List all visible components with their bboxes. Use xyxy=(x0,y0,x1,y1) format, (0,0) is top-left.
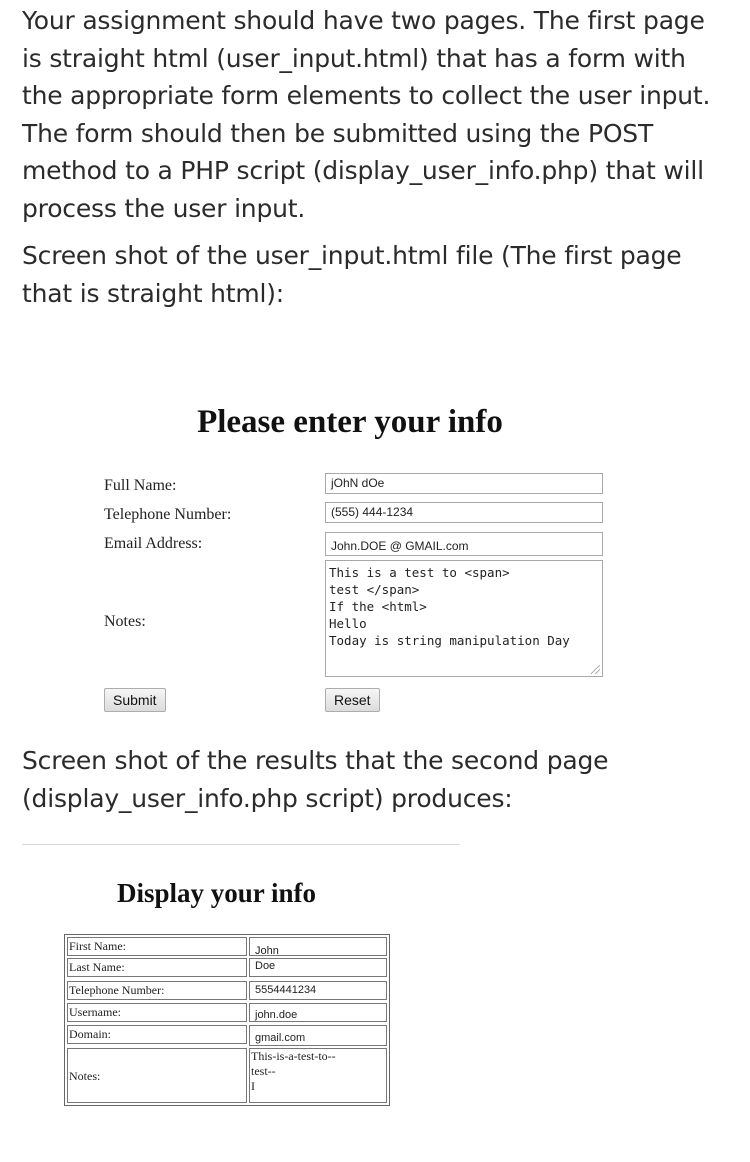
notes-line: Hello xyxy=(329,616,367,631)
last-name-label: Last Name: xyxy=(67,958,247,977)
submit-button[interactable]: Submit xyxy=(104,688,166,712)
display-table xyxy=(64,934,390,1106)
notes-value-line: This-is-a-test-to-- xyxy=(251,1049,336,1063)
email-label: Email Address: xyxy=(104,535,203,552)
assignment-paragraph: Your assignment should have two pages. The first page is straight html (user_input.html) that has a form with the appropriate form elements to collect the user input. The form should then be submitted using the POST method to a PHP script (display_user_info.php) that will process the user input. xyxy=(22,6,711,223)
notes-line: test </span> xyxy=(329,582,420,597)
instructions-text xyxy=(22,2,722,312)
first-name-label: First Name: xyxy=(67,937,247,956)
screenshot2-caption xyxy=(22,742,722,818)
full-name-label: Full Name: xyxy=(104,477,177,494)
notes-value-line: test-- xyxy=(251,1064,276,1078)
telephone-field[interactable]: (555) 444-1234 xyxy=(325,502,603,523)
screenshot1-caption: Screen shot of the user_input.html file (The first page that is straight html): xyxy=(22,241,682,308)
username-value: john.doe xyxy=(249,1003,387,1022)
first-name-value: John xyxy=(249,937,387,956)
telephone-value: 5554441234 xyxy=(249,981,387,1000)
notes-line: If the <html> xyxy=(329,599,427,614)
notes-textarea[interactable] xyxy=(325,560,603,677)
notes-label: Notes: xyxy=(67,1048,247,1103)
notes-value-line: I xyxy=(251,1079,255,1093)
notes-label: Notes: xyxy=(104,613,146,630)
notes-line: This is a test to <span> xyxy=(329,565,510,580)
telephone-label: Telephone Number: xyxy=(67,981,247,1000)
notes-value xyxy=(249,1048,387,1103)
display-heading: Display your info xyxy=(117,878,317,908)
last-name-value: Doe xyxy=(249,958,387,977)
username-label: Username: xyxy=(67,1003,247,1022)
screenshot2-caption-text: Screen shot of the results that the second page (display_user_info.php script) produces: xyxy=(22,746,609,813)
domain-label: Domain: xyxy=(67,1025,247,1044)
form-heading: Please enter your info xyxy=(197,404,503,440)
user-input-screenshot xyxy=(0,360,750,720)
resize-grip-icon[interactable] xyxy=(591,665,600,674)
reset-button[interactable]: Reset xyxy=(325,688,380,712)
telephone-label: Telephone Number: xyxy=(104,506,232,523)
notes-line: Today is string manipulation Day xyxy=(329,633,570,648)
domain-value: gmail.com xyxy=(249,1025,387,1046)
divider xyxy=(22,844,460,845)
full-name-field[interactable]: jOhN dOe xyxy=(325,473,603,494)
email-field[interactable]: John.DOE @ GMAIL.com xyxy=(325,532,603,556)
